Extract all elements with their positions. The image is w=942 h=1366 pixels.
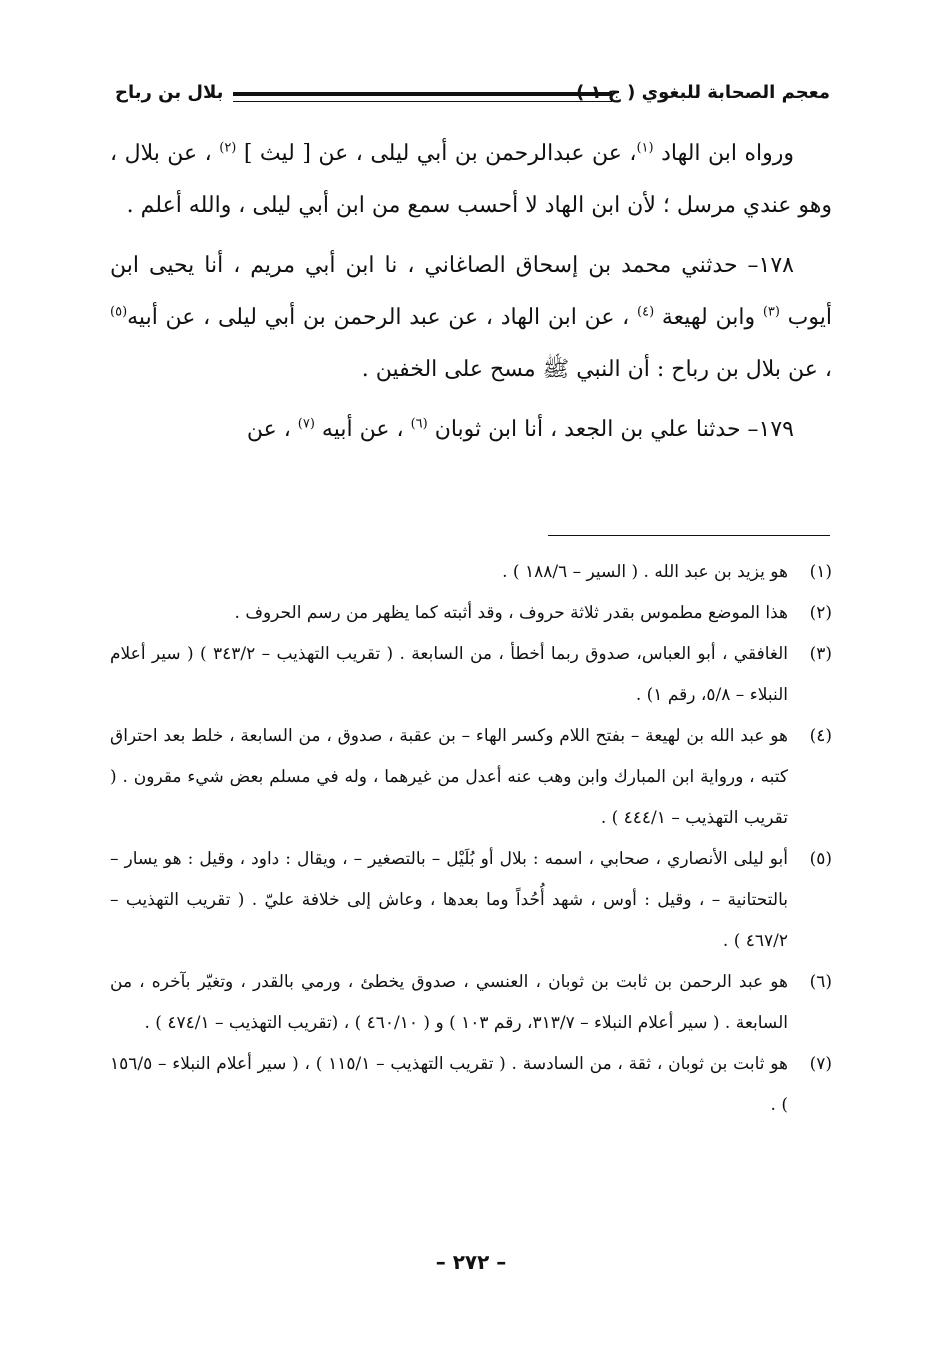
running-header (115, 80, 830, 114)
text-run: ١٧٩– حدثنا علي بن الجعد ، أنا ابن ثوبان (427, 417, 794, 442)
footnote-text: أبو ليلى الأنصاري ، صحابي ، اسمه : بلال أو بُلَيْل – بالتصغير – ، ويقال : داود ، وقيل : هو يسار – بالتحتانية – ، وقيل : أوس ، شهد أُحُداً وما بعدها ، وعاش إلى خلافة عليّ . ( تقريب التهذيب – ٤٦٧/٢ ) . (110, 849, 788, 951)
footnote-ref-2[interactable]: (٢) (219, 140, 237, 156)
footnote-number: (٧) (809, 1054, 832, 1074)
footnote (110, 962, 832, 1044)
page-number: – ٢٧٢ – (435, 1250, 507, 1274)
footnote (110, 839, 832, 962)
footnote-separator (548, 535, 830, 536)
footnote-number: (١) (809, 562, 832, 582)
footnote (110, 1044, 832, 1126)
footnotes (110, 552, 832, 1126)
footnote-ref-7[interactable]: (٧) (297, 416, 315, 432)
main-text (110, 128, 832, 456)
text-run: ، عن عبدالرحمن بن أبي ليلى ، عن [ ليث ] (236, 141, 637, 166)
text-run: ، عن (246, 417, 298, 442)
footnote-number: (٥) (809, 849, 832, 869)
text-run: ، عن بلال بن رباح : أن النبي ﷺ مسح على الخفين . (361, 357, 832, 382)
footnote (110, 716, 832, 839)
footnote-ref-1[interactable]: (١) (636, 140, 654, 156)
paragraph-hadith-179 (110, 404, 832, 456)
footnote-ref-4[interactable]: (٤) (637, 304, 655, 320)
footnote-text: هو عبد الله بن لهيعة – بفتح اللام وكسر الهاء – بن عقبة ، صدوق ، من السابعة ، خلط بعد احتراق كتبه ، ورواية ابن المبارك وابن وهب عنه أعدل من غيرهما ، وله في مسلم بعض شيء مقرون . ( تقريب التهذيب – ٤٤٤/١ ) . (110, 726, 788, 828)
footnote-text: الغافقي ، أبو العباس، صدوق ربما أخطأ ، من السابعة . ( تقريب التهذيب – ٣٤٣/٢ ) ( سير أعلام النبلاء – ٥/٨، رقم ١) . (110, 644, 788, 705)
footnote-number: (٣) (809, 644, 832, 664)
footnote-text: هو يزيد بن عبد الله . ( السير – ١٨٨/٦ ) . (502, 562, 788, 582)
header-rule (233, 92, 612, 102)
footnote-ref-5[interactable]: (٥) (110, 304, 128, 320)
text-run: ١٧٨– حدثني محمد بن إسحاق الصاغاني ، نا ابن أبي مريم ، أنا يحيى ابن أيوب (110, 253, 832, 330)
text-run: ، عن أبيه (314, 417, 411, 442)
text-run: ، عن ابن الهاد ، عن عبد الرحمن بن أبي ليلى ، عن أبيه (127, 305, 637, 330)
footnote-number: (٤) (809, 726, 832, 746)
footnote-ref-6[interactable]: (٦) (410, 416, 428, 432)
footnote-number: (٦) (809, 972, 832, 992)
paragraph-hadith-178 (110, 240, 832, 396)
footnote-text: هذا الموضع مطموس بقدر ثلاثة حروف ، وقد أثبته كما يظهر من رسم الحروف . (234, 603, 788, 623)
footnote (110, 552, 832, 593)
footnote-text: هو ثابت بن ثوبان ، ثقة ، من السادسة . ( تقريب التهذيب – ١١٥/١ ) ، ( سير أعلام النبلاء – ١٥٦/٥ ) . (110, 1054, 788, 1115)
footnote-number: (٢) (809, 603, 832, 623)
footnote-ref-3[interactable]: (٣) (762, 304, 780, 320)
text-run: ورواه ابن الهاد (653, 141, 794, 166)
section-title: بلال بن رباح (115, 82, 224, 103)
text-run: وابن لهيعة (654, 305, 763, 330)
text-run: ، عن بلال ، وهو عندي مرسل ؛ لأن ابن الهاد لا أحسب سمع من ابن أبي ليلى ، والله أعلم . (110, 141, 832, 218)
footnote (110, 593, 832, 634)
book-title: معجم الصحابة للبغوي ( ج ١ ) (576, 82, 830, 103)
footnote (110, 634, 832, 716)
footnote-text: هو عبد الرحمن بن ثابت بن ثوبان ، العنسي ، صدوق يخطئ ، ورمي بالقدر ، وتغيّر بآخره ، من السابعة . ( سير أعلام النبلاء – ٣١٣/٧، رقم ١٠٣ ) و ( ٤٦٠/١٠ ) ، (تقريب التهذيب – ٤٧٤/١ ) . (110, 972, 788, 1033)
paragraph-1 (110, 128, 832, 232)
